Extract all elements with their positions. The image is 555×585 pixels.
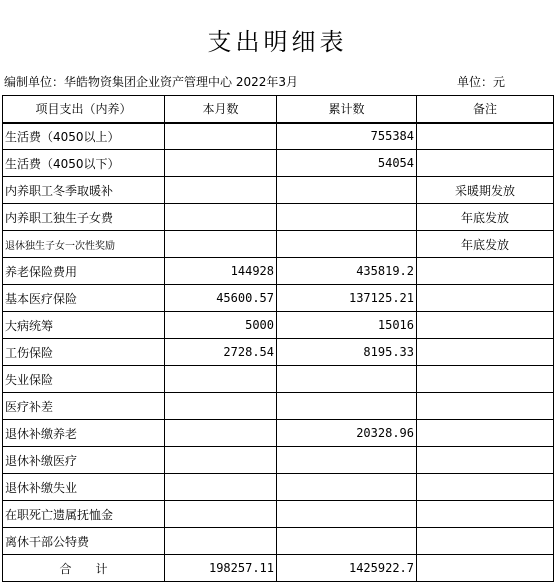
row-month-value [165,150,277,177]
total-note [417,555,554,582]
row-month-value [165,420,277,447]
row-note [417,447,554,474]
row-item-name: 离休干部公特费 [3,528,165,555]
row-note [417,474,554,501]
row-month-value [165,501,277,528]
total-month-value: 198257.11 [165,555,277,582]
expense-table [2,95,554,582]
row-item-name: 大病统筹 [3,312,165,339]
row-item-name: 内养职工冬季取暖补 [3,177,165,204]
table-row [3,339,554,366]
page-title: 支出明细表 [207,28,348,56]
row-item-name: 生活费（4050以下） [3,150,165,177]
table-row [3,123,554,150]
row-cumulative-value [277,474,417,501]
row-note [417,339,554,366]
table-row [3,285,554,312]
row-month-value: 2728.54 [165,339,277,366]
table-row [3,501,554,528]
row-cumulative-value: 755384 [277,123,417,150]
row-cumulative-value: 54054 [277,150,417,177]
row-item-name: 内养职工独生子女费 [3,204,165,231]
table-row [3,474,554,501]
row-note [417,528,554,555]
row-month-value [165,204,277,231]
table-row [3,204,554,231]
row-note [417,501,554,528]
row-month-value [165,366,277,393]
row-cumulative-value: 15016 [277,312,417,339]
row-cumulative-value: 20328.96 [277,420,417,447]
table-row [3,393,554,420]
row-note [417,258,554,285]
row-cumulative-value: 137125.21 [277,285,417,312]
column-header-note: 备注 [417,96,554,123]
row-cumulative-value: 435819.2 [277,258,417,285]
row-month-value [165,177,277,204]
column-header-cumulative: 累计数 [277,96,417,123]
row-month-value [165,447,277,474]
row-month-value: 45600.57 [165,285,277,312]
row-note [417,150,554,177]
row-item-name: 失业保险 [3,366,165,393]
row-item-name: 养老保险费用 [3,258,165,285]
row-cumulative-value [277,501,417,528]
row-item-name: 退休补缴医疗 [3,447,165,474]
table-row [3,231,554,258]
row-month-value [165,123,277,150]
row-month-value [165,393,277,420]
row-note [417,312,554,339]
total-label: 合 计 [3,555,165,582]
table-row [3,177,554,204]
table-row [3,312,554,339]
table-row [3,447,554,474]
table-row [3,258,554,285]
row-cumulative-value [277,231,417,258]
row-cumulative-value [277,528,417,555]
row-note [417,285,554,312]
column-header-item: 项目支出（内养） [3,96,165,123]
row-cumulative-value [277,447,417,474]
row-item-name: 退休独生子女一次性奖励 [3,231,165,258]
organization-label: 编制单位：华皓物资集团企业资产管理中心 2022年3月 [4,75,298,89]
row-item-name: 基本医疗保险 [3,285,165,312]
row-item-name: 医疗补差 [3,393,165,420]
row-cumulative-value [277,177,417,204]
column-header-month: 本月数 [165,96,277,123]
row-month-value [165,231,277,258]
row-note: 年底发放 [417,231,554,258]
row-month-value: 5000 [165,312,277,339]
row-cumulative-value [277,366,417,393]
row-month-value: 144928 [165,258,277,285]
row-note [417,420,554,447]
table-row [3,528,554,555]
row-note: 年底发放 [417,204,554,231]
row-cumulative-value [277,204,417,231]
row-item-name: 退休补缴失业 [3,474,165,501]
row-cumulative-value [277,393,417,420]
table-header-row [3,96,554,123]
table-row [3,150,554,177]
row-note [417,393,554,420]
row-note [417,123,554,150]
row-item-name: 退休补缴养老 [3,420,165,447]
row-item-name: 在职死亡遗属抚恤金 [3,501,165,528]
row-month-value [165,474,277,501]
row-item-name: 工伤保险 [3,339,165,366]
unit-label: 单位：元 [457,75,506,89]
table-row [3,366,554,393]
row-note [417,366,554,393]
row-cumulative-value: 8195.33 [277,339,417,366]
row-month-value [165,528,277,555]
row-item-name: 生活费（4050以上） [3,123,165,150]
table-row [3,420,554,447]
total-cumulative-value: 1425922.7 [277,555,417,582]
row-note: 采暖期发放 [417,177,554,204]
total-row [3,555,554,582]
